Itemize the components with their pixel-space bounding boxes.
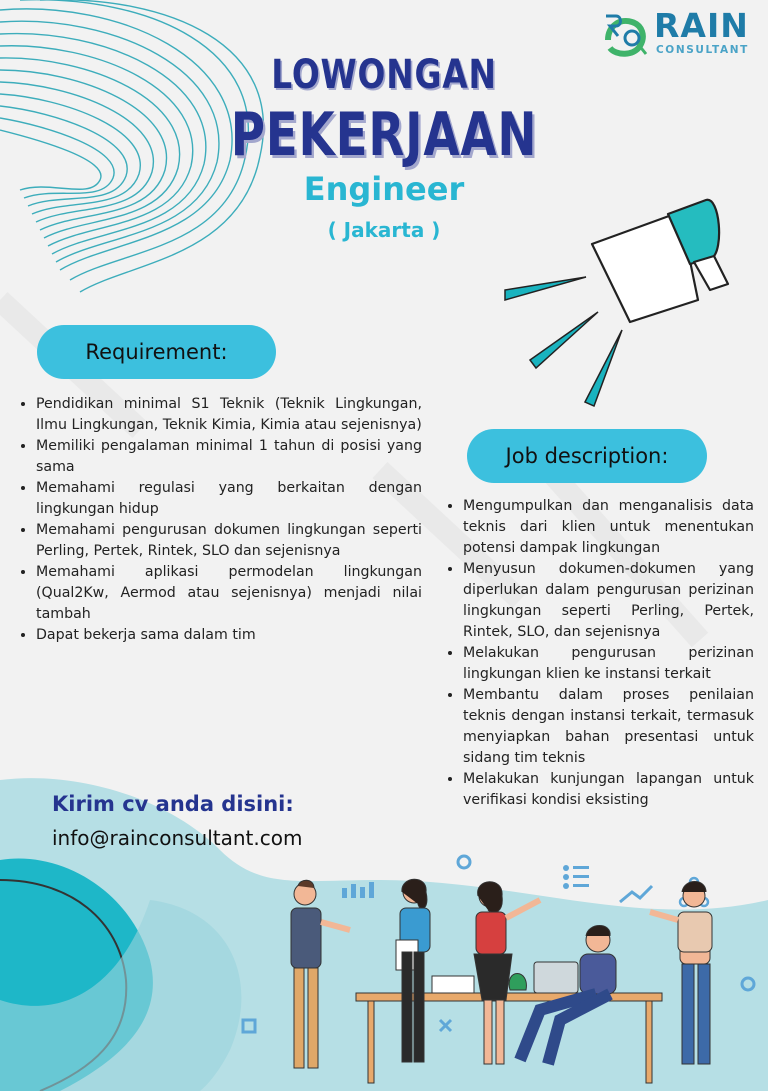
list-item: • Memahami pengurusan dokumen lingkungan seperti Perling, Pertek, Rintek, SLO dan sejenisnya — [36, 520, 422, 562]
list-item: • Membantu dalam proses penilaian teknis dengan instansi terkait, termasuk menyiapkan bahan presentasi untuk sidang tim teknis — [463, 685, 754, 769]
list-item: • Dapat bekerja sama dalam tim — [36, 625, 422, 646]
logo-wordmark: RAIN — [654, 6, 749, 45]
list-item: • Pendidikan minimal S1 Teknik (Teknik Lingkungan, Ilmu Lingkungan, Teknik Kimia, Kimia atau sejenisnya) — [36, 394, 422, 436]
list-item: • Memahami aplikasi permodelan lingkungan (Qual2Kw, Aermod atau sejenisnya) menjadi nilai tambah — [36, 562, 422, 625]
logo-subtitle: CONSULTANT — [656, 44, 749, 56]
list-item: • Memiliki pengalaman minimal 1 tahun di posisi yang sama — [36, 436, 422, 478]
requirement-list — [20, 394, 422, 646]
megaphone-rays — [505, 277, 622, 406]
requirement-heading: Requirement: — [37, 325, 276, 379]
job-description-list — [447, 496, 754, 811]
list-item: • Menyusun dokumen-dokumen yang diperlukan dalam pengurusan perizinan lingkungan seperti Perling, Pertek, Rintek, SLO, dan sejenisnya — [463, 559, 754, 643]
job-role: Engineer — [303, 170, 465, 208]
contact-heading: Kirim cv anda disini: — [52, 792, 294, 816]
list-icon — [563, 865, 589, 889]
list-item: • Memahami regulasi yang berkaitan dengan lingkungan hidup — [36, 478, 422, 520]
rain-consultant-logo-icon — [602, 10, 650, 58]
job-description-heading: Job description: — [467, 429, 707, 483]
contact-email[interactable]: info@rainconsultant.com — [52, 826, 303, 850]
list-item: • Melakukan pengurusan perizinan lingkungan klien ke instansi terkait — [463, 643, 754, 685]
job-location: ( Jakarta ) — [327, 218, 441, 242]
trend-line-icon — [620, 886, 652, 902]
list-item: • Melakukan kunjungan lapangan untuk verifikasi kondisi eksisting — [463, 769, 754, 811]
list-item: • Mengumpulkan dan menganalisis data teknis dari klien untuk menentukan potensi dampak lingkungan — [463, 496, 754, 559]
title-pekerjaan: PEKERJAAN — [230, 100, 538, 170]
circle-deco — [458, 856, 470, 868]
title-lowongan: LOWONGAN — [271, 52, 497, 98]
